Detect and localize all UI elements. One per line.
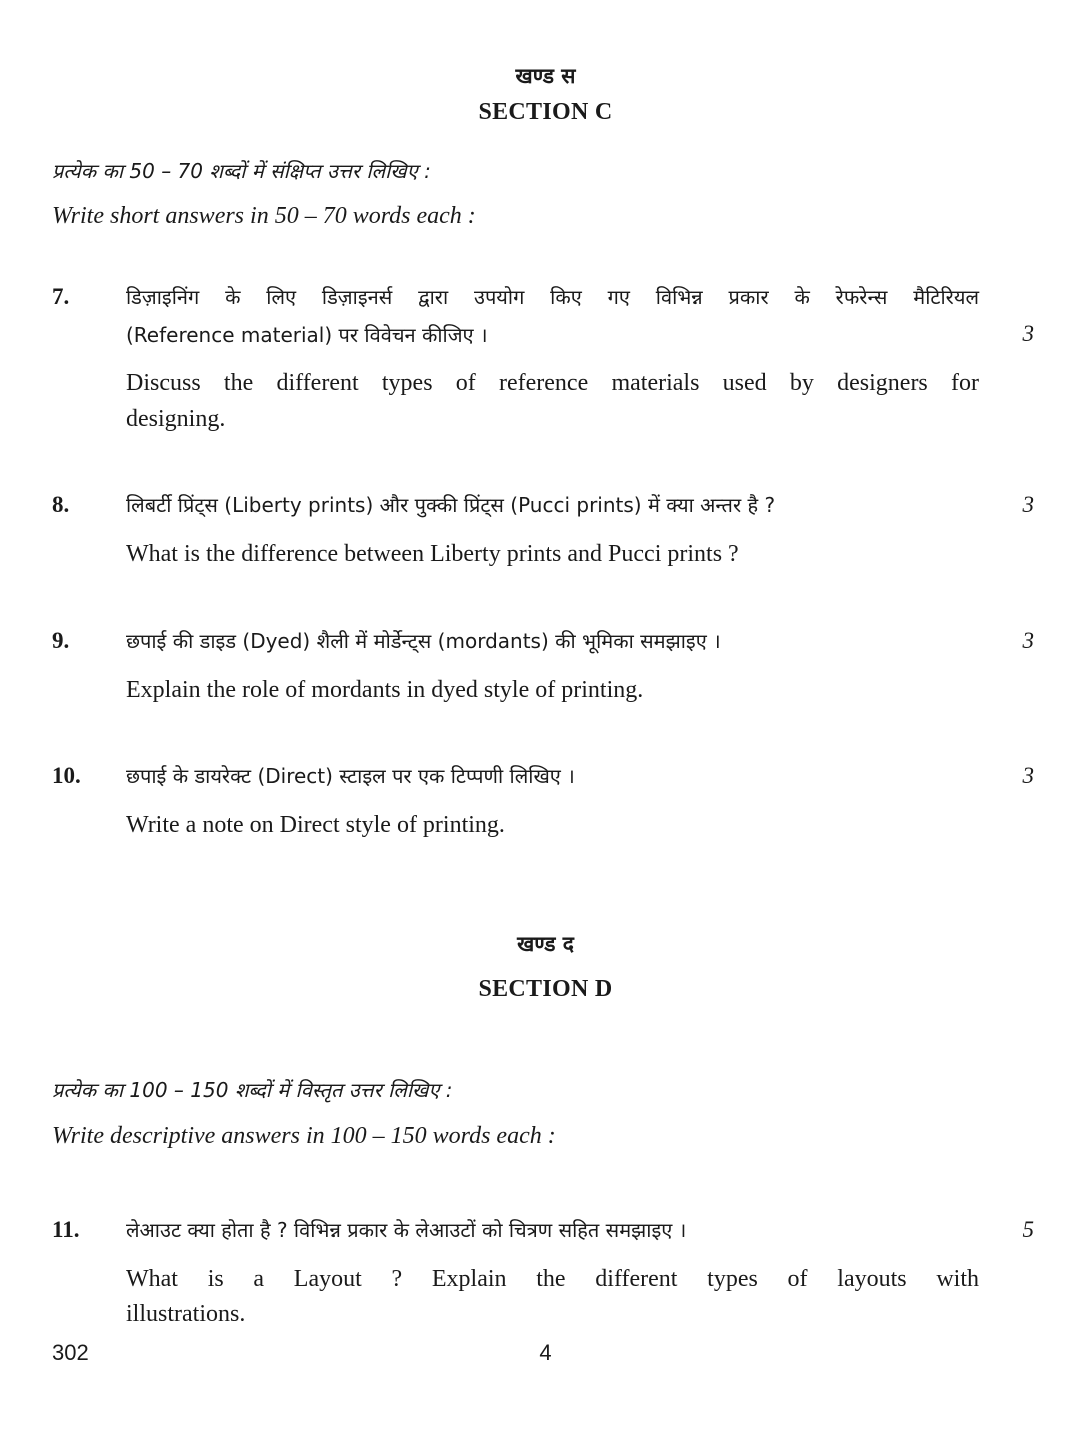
question-english-line: illustrations. bbox=[126, 1301, 246, 1327]
question-number: 9. bbox=[52, 628, 70, 653]
question-marks: 5 bbox=[1022, 1217, 1034, 1242]
section-c-instruction-hindi: प्रत्येक का 50 – 70 शब्दों में संक्षिप्त उत्तर लिखिए : bbox=[52, 159, 431, 183]
question-number: 11. bbox=[52, 1217, 80, 1242]
question-english-line: What is a Layout ? Explain the different types of layouts with bbox=[126, 1266, 979, 1292]
question-hindi: छपाई के डायरेक्ट (Direct) स्टाइल पर एक टिप्पणी लिखिए । bbox=[126, 764, 575, 788]
question-english: Explain the role of mordants in dyed style of printing. bbox=[126, 677, 644, 703]
question-number: 8. bbox=[52, 492, 70, 517]
question-english: Write a note on Direct style of printing. bbox=[126, 812, 505, 838]
question-hindi: छपाई की डाइड (Dyed) शैली में मोर्डेन्ट्स (mordants) की भूमिका समझाइए । bbox=[126, 629, 721, 653]
question-english-line: designing. bbox=[126, 406, 226, 432]
section-d-title: SECTION D bbox=[478, 976, 613, 1002]
question-english-line: Discuss the different types of reference materials used by designers for bbox=[126, 370, 979, 396]
question-hindi-line: (Reference material) पर विवेचन कीजिए । bbox=[126, 323, 488, 347]
question-marks: 3 bbox=[1022, 763, 1034, 788]
section-d-instruction: Write descriptive answers in 100 – 150 words each : bbox=[52, 1123, 556, 1149]
question-marks: 3 bbox=[1022, 492, 1034, 517]
question-marks: 3 bbox=[1022, 321, 1034, 346]
paper-code: 302 bbox=[52, 1340, 89, 1365]
section-c-hindi-title: खण्ड स bbox=[515, 64, 576, 88]
section-c-title: SECTION C bbox=[478, 99, 613, 125]
page-number: 4 bbox=[539, 1340, 552, 1365]
question-hindi: लेआउट क्या होता है ? विभिन्न प्रकार के लेआउटों को चित्रण सहित समझाइए । bbox=[126, 1218, 687, 1242]
question-hindi: लिबर्टी प्रिंट्स (Liberty prints) और पुक्की प्रिंट्स (Pucci prints) में क्या अन्तर है ? bbox=[126, 493, 776, 517]
section-c-instruction: Write short answers in 50 – 70 words each : bbox=[52, 203, 476, 229]
section-d-hindi-title: खण्ड द bbox=[517, 932, 574, 956]
question-english: What is the difference between Liberty prints and Pucci prints ? bbox=[126, 541, 739, 567]
question-number: 7. bbox=[52, 284, 70, 309]
section-d-instruction-hindi: प्रत्येक का 100 – 150 शब्दों में विस्तृत उत्तर लिखिए : bbox=[52, 1078, 453, 1102]
question-marks: 3 bbox=[1022, 628, 1034, 653]
question-hindi-line: डिज़ाइनिंग के लिए डिज़ाइनर्स द्वारा उपयोग किए गए विभिन्न प्रकार के रेफरेन्स मैटिरियल bbox=[126, 285, 979, 309]
question-number: 10. bbox=[52, 763, 81, 788]
